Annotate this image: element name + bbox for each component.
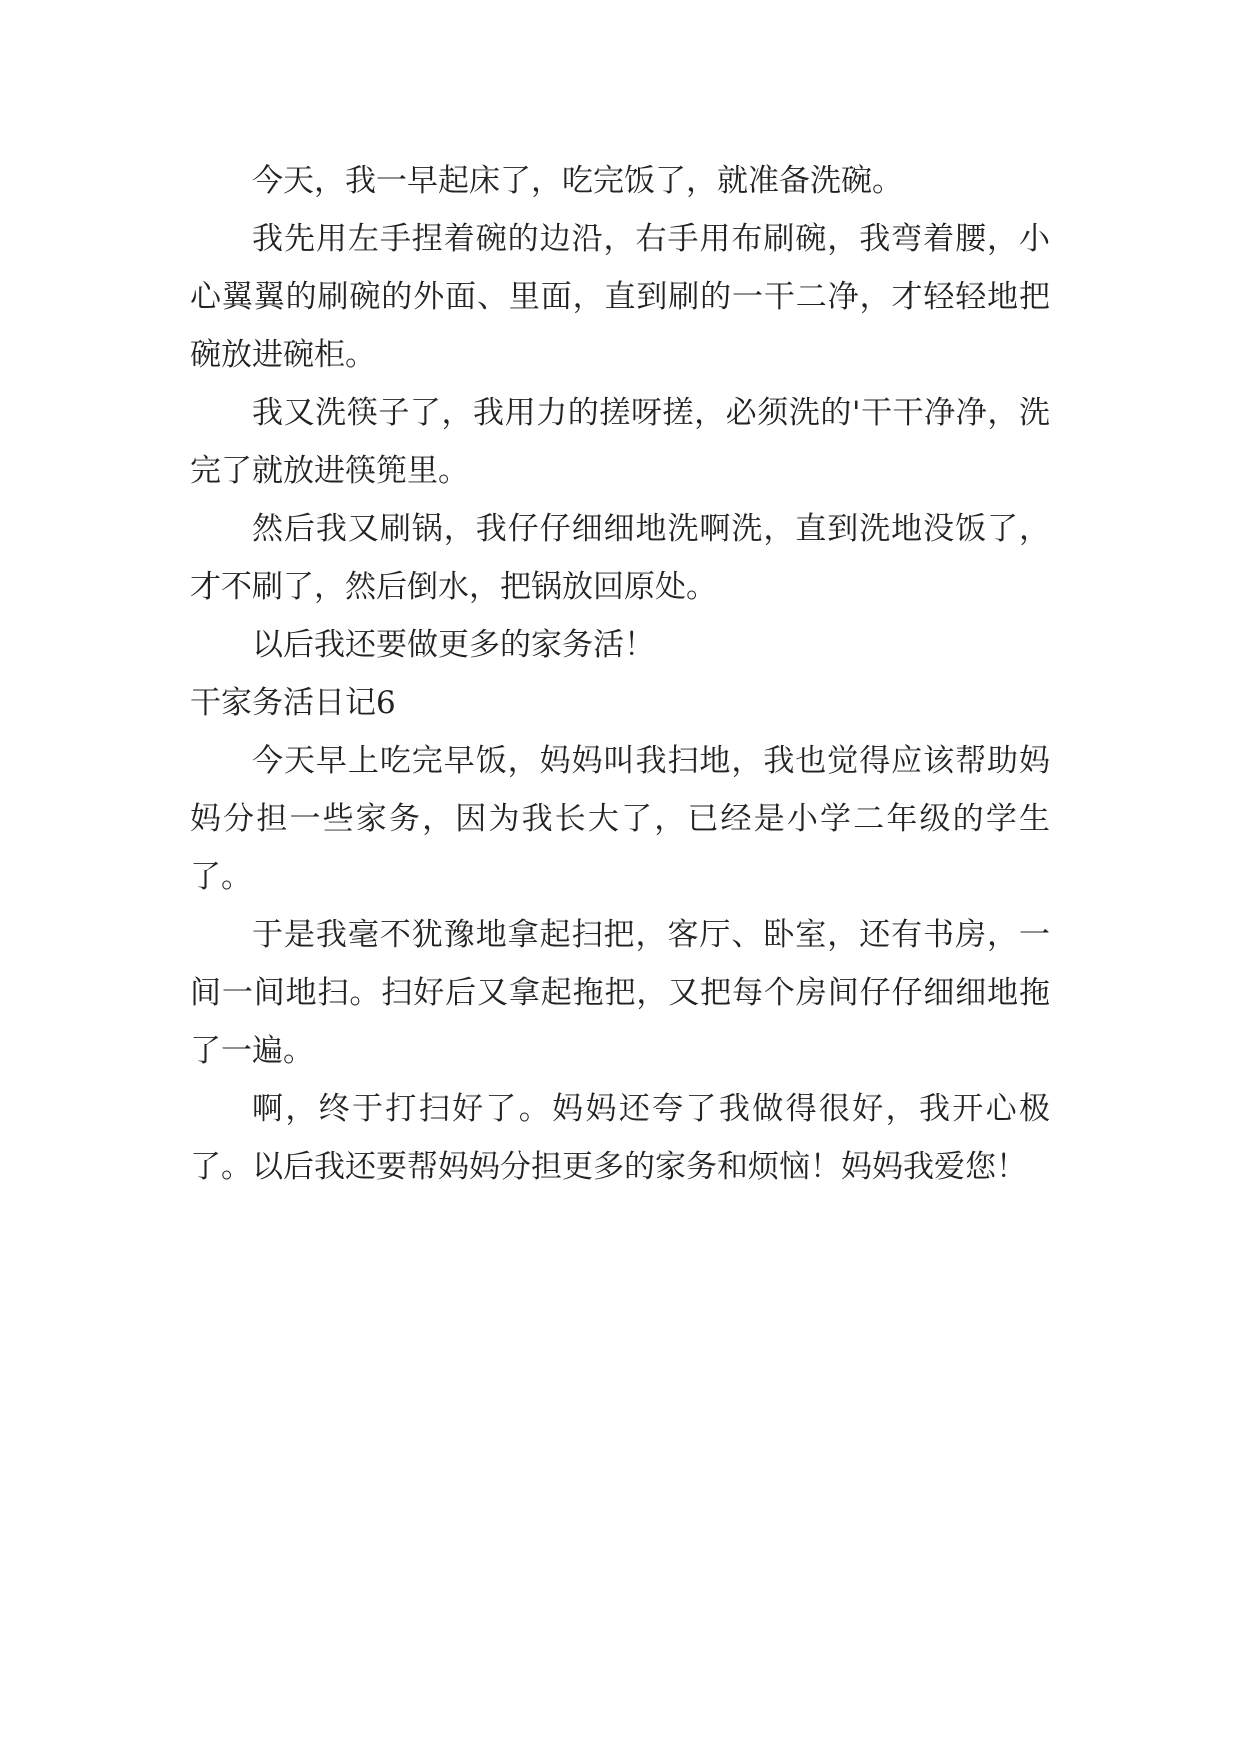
paragraph: 以后我还要做更多的家务活！ — [252, 627, 655, 663]
paragraph: 于是我毫不犹豫地拿起扫把，客厅、卧室，还有书房，一间一间地扫。扫好后又拿起拖把，又把每个房间仔仔细细地拖了一遍。 — [190, 917, 1050, 1069]
paragraph: 啊，终于打扫好了。妈妈还夸了我做得很好，我开心极了。以后我还要帮妈妈分担更多的家务和烦恼！妈妈我爱您！ — [190, 1091, 1050, 1185]
paragraph: 今天早上吃完早饭，妈妈叫我扫地，我也觉得应该帮助妈妈分担一些家务，因为我长大了，已经是小学二年级的学生了。 — [190, 743, 1050, 895]
paragraph: 我先用左手捏着碗的边沿，右手用布刷碗，我弯着腰，小心翼翼的刷碗的外面、里面，直到刷的一干二净，才轻轻地把碗放进碗柜。 — [190, 221, 1050, 373]
paragraph: 今天，我一早起床了，吃完饭了，就准备洗碗。 — [252, 163, 903, 199]
section-title: 干家务活日记6 — [190, 685, 396, 721]
paragraph: 然后我又刷锅，我仔仔细细地洗啊洗，直到洗地没饭了，才不刷了，然后倒水，把锅放回原处。 — [190, 511, 1050, 605]
document-body — [190, 152, 1050, 1196]
paragraph: 我又洗筷子了，我用力的搓呀搓，必须洗的'干干净净，洗完了就放进筷篼里。 — [190, 395, 1050, 489]
